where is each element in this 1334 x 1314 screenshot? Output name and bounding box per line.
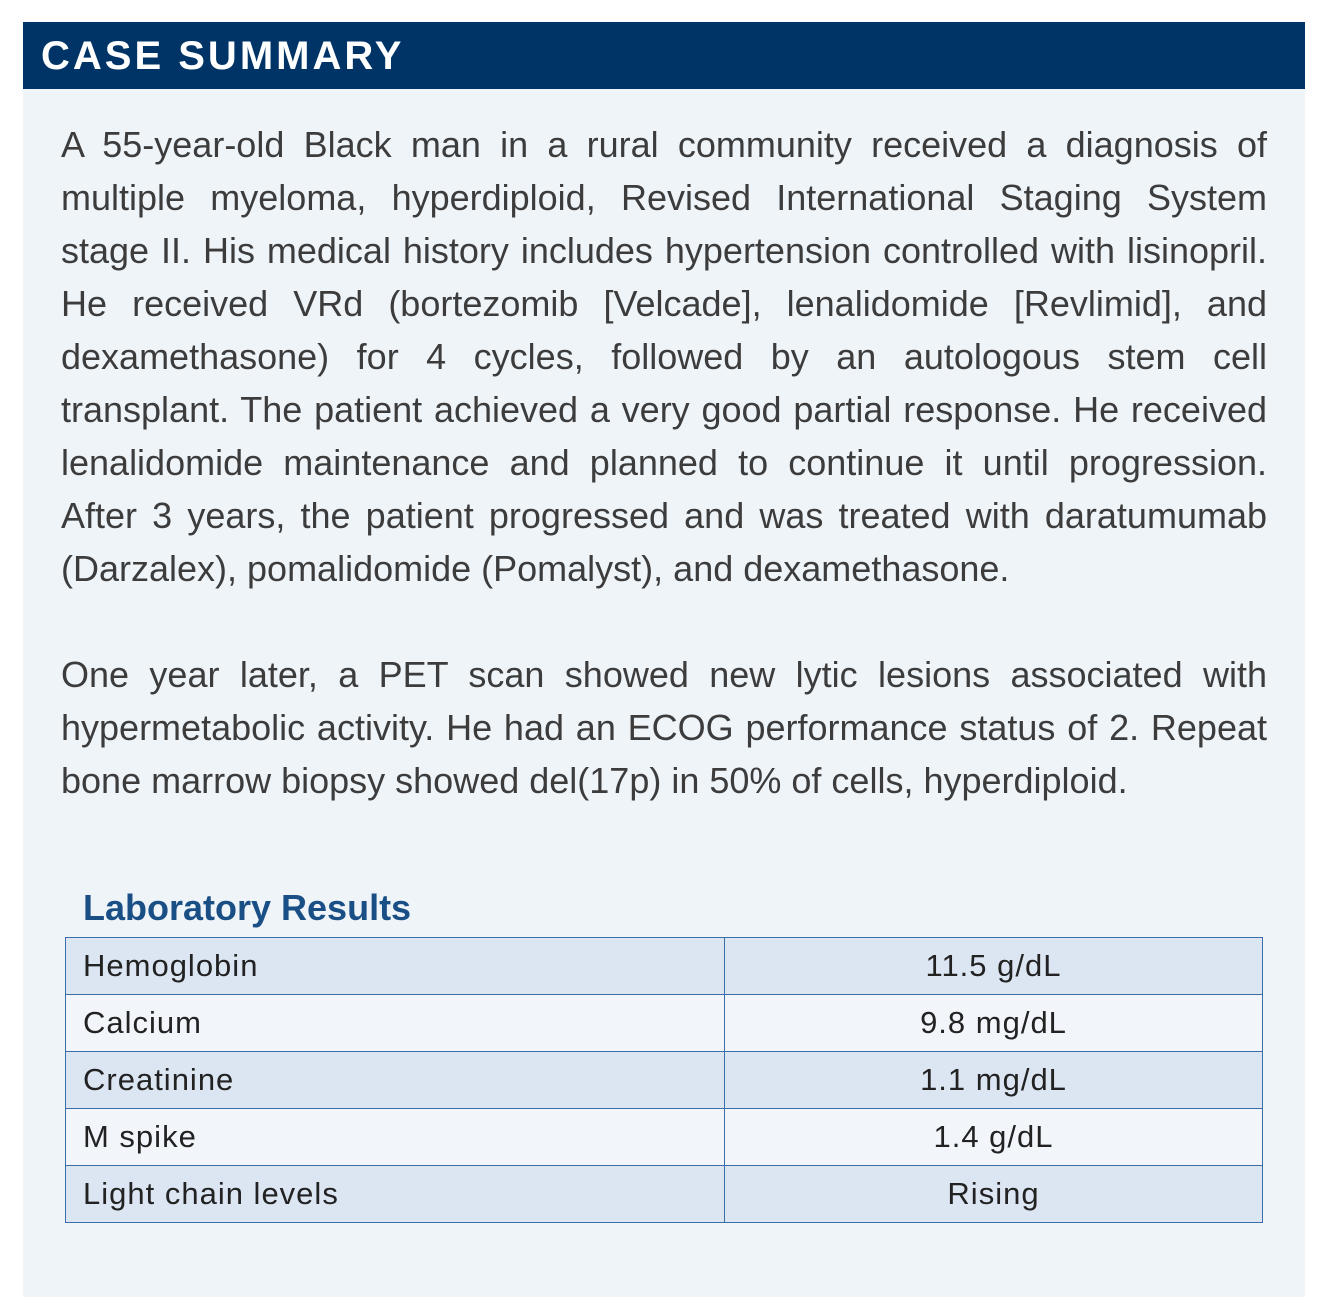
table-row <box>66 938 1263 995</box>
lab-value-cell: 1.1 mg/dL <box>725 1052 1263 1109</box>
card-header <box>23 22 1305 89</box>
table-row <box>66 1109 1263 1166</box>
lab-name-cell: Light chain levels <box>66 1166 725 1223</box>
case-summary-card <box>23 22 1305 1297</box>
lab-name-cell: M spike <box>66 1109 725 1166</box>
lab-results-table <box>65 937 1263 1223</box>
case-narrative <box>61 118 1267 807</box>
table-row <box>66 1166 1263 1223</box>
narrative-paragraph-1: A 55-year-old Black man in a rural community received a diagnosis of multiple myeloma, hyperdiploid, Revised International Staging System stage II. His medical history includes hypertension controlled with lisinopril. He received VRd (bortezomib [Velcade], lenalidomide [Revlimid], and dexamethasone) for 4 cycles, followed by an autologous stem cell transplant. The patient achieved a very good partial response. He received lenalidomide maintenance and planned to continue it until progression. After 3 years, the patient progressed and was treated with daratumumab (Darzalex), pomalidomide (Pomalyst), and dexamethasone. <box>61 124 1267 589</box>
lab-value-cell: 1.4 g/dL <box>725 1109 1263 1166</box>
lab-name-cell: Hemoglobin <box>66 938 725 995</box>
lab-results-heading: Laboratory Results <box>83 887 412 928</box>
card-title: CASE SUMMARY <box>41 33 405 78</box>
table-row <box>66 1052 1263 1109</box>
lab-value-cell: 11.5 g/dL <box>725 938 1263 995</box>
lab-name-cell: Calcium <box>66 995 725 1052</box>
lab-value-cell: Rising <box>725 1166 1263 1223</box>
lab-value-cell: 9.8 mg/dL <box>725 995 1263 1052</box>
table-row <box>66 995 1263 1052</box>
narrative-paragraph-2: One year later, a PET scan showed new lytic lesions associated with hypermetabolic activity. He had an ECOG performance status of 2. Repeat bone marrow biopsy showed del(17p) in 50% of cells, hyperdiploid. <box>61 654 1267 801</box>
lab-name-cell: Creatinine <box>66 1052 725 1109</box>
